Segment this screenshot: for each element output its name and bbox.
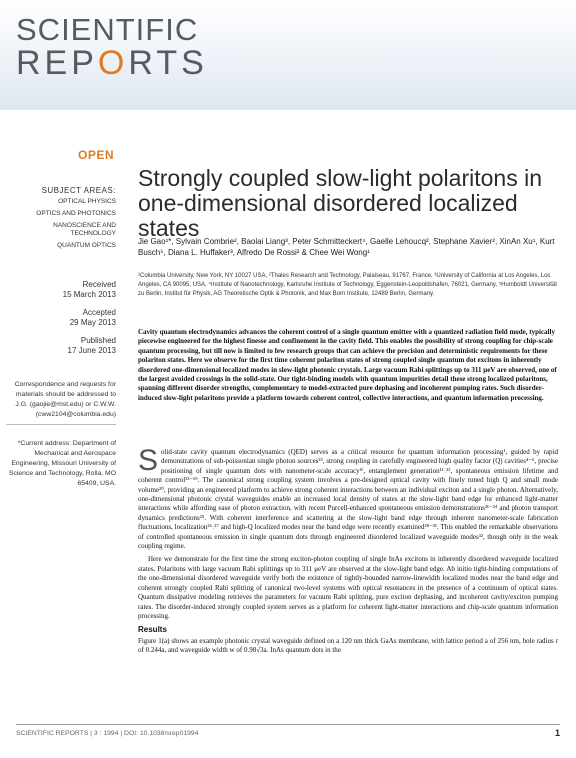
results-heading: Results bbox=[138, 625, 167, 635]
correspondence-text: Correspondence and requests for materials should be addressed to J.G. (gaojie@mst.edu) or C.W.W. (cww2104@columbia.edu) bbox=[6, 380, 116, 425]
affiliations: ¹Columbia University, New York, NY 10027 USA, ²Thales Research and Technology, Palaiseau, 91767, France, ³University of California at Los Angeles, Los Angeles, CA 90095, USA, ⁴Institute of Nanotechnology, Karlsruhe Institute of Technology, Eggenstein-Leopoldshafen, 76021, Germany, ⁵Humboldt Universität zu Berlin, Institut für Physik, AG Theoretische Optik & Photonik, and Max Born Institute, 12489 Berlin, Germany. bbox=[138, 273, 557, 297]
footer-citation: SCIENTIFIC REPORTS | 3 : 1994 | DOI: 10.1038/srep01994 bbox=[16, 730, 199, 737]
results-paragraph: Figure 1(a) shows an example photonic crystal waveguide defined on a 120 nm thick GaAs membrane, with lattice period a of 256 nm, hole radius r of 0.244a, and waveguide width w of 0.98√3a. InAs quantum dots in the bbox=[138, 636, 558, 655]
subject-area-link[interactable]: QUANTUM OPTICS bbox=[57, 242, 116, 249]
subject-area-link[interactable]: NANOSCIENCE AND TECHNOLOGY bbox=[53, 222, 116, 237]
body-paragraph: Here we demonstrate for the first time the strong exciton-photon coupling of single InAs excitons in inherently disordered waveguide localized states. Polaritons with large vacuum Rabi splittings up to 311 μeV are observed at the slow-light band edge. Ab initio tight-binding computations of the one-dimensional disordered waveguide verify both the existence of tightly-bounded narrow-linewidth localized modes near the band edge and coherent strongly coupled Rabi splitting of canonical two-level systems with optical resonances in the presence of a continuum of optical states. Quantum dissipative modeling retrieves the parameters for vacuum Rabi splitting, pure exciton dephasing, and incoherent cavity/exciton pumping rates. The disorder-induced strongly coupled system serves as a platform for coherent light-matter interactions and chip-scale quantum information processing. bbox=[138, 555, 558, 620]
author-list: Jie Gao¹*, Sylvain Combrie², Baolai Liang³, Peter Schmitteckert⁴, Gaelle Lehoucq², Stephane Xavier², XinAn Xu¹, Kurt Busch⁵, Diana L. Huffaker³, Alfredo De Rossi² & Chee Wei Wong¹ bbox=[138, 237, 555, 257]
abstract: Cavity quantum electrodynamics advances the coherent control of a single quantum emitter with a quantized radiation field mode, typically piecewise engineered for the highest finesse and confinement in the cavity field. This enables the possibility of strong coupling for chip-scale quantum processing, but till now is limited to few research groups that can achieve the precision and deterministic requirements for these polariton states. Here we observe for the first time coherent polariton states of strong coupled single quantum dot excitons in inherently disordered one-dimensional localized modes in slow-light photonic crystals. Large vacuum Rabi splittings up to 311 μeV are observed, one of the largest avoided crossings in the solid-state. Our tight-binding models with quantum impurities detail these strong localized polaritons, spanning different disorder strengths, complementary to model-extracted pure dephasing and incoherent pumping rates. Such disorder-induced slow-light polaritons provide a platform towards coherent control, collective interactions, and quantum information processing. bbox=[138, 328, 557, 402]
subject-area-link[interactable]: OPTICAL PHYSICS bbox=[58, 198, 116, 205]
received-date: 15 March 2013 bbox=[62, 290, 116, 299]
published-date: 17 June 2013 bbox=[67, 346, 116, 355]
published-label: Published bbox=[80, 336, 116, 345]
page-number: 1 bbox=[554, 728, 560, 738]
correspondence-note bbox=[6, 380, 116, 489]
current-address: *Current address: Department of Mechanical and Aerospace Engineering, Missouri University of Science and Technology, Rolla, MO 65409, USA. bbox=[8, 440, 116, 487]
received-label: Received bbox=[82, 280, 116, 289]
journal-logo-line2: REPORTS bbox=[16, 44, 208, 82]
subject-areas bbox=[6, 186, 116, 254]
subject-area-link[interactable]: OPTICS AND PHOTONICS bbox=[36, 210, 116, 217]
journal-logo-line1: SCIENTIFIC bbox=[16, 12, 199, 47]
intro-paragraph: Solid-state cavity quantum electrodynamics (QED) serves as a critical resource for quantum information processing¹, guided by rapid demonstrations of sub-poissonian single photon sources²³, strong coupling in carefully engineered high quality factor (Q) cavities⁴⁻⁶, precise positioning of single quantum dots with nanometer-scale accuracy⁶ⁱ, entanglement generation¹¹˒¹², spontaneous emission lifetime and coherent control¹³⁻¹⁹. The canonical strong coupling system involves a pre-designed optical cavity with finely tuned high Q and small mode volume²⁰, providing an engineered platform to achieve strong coherent interactions between an individual exciton and a single photon. Alternatively, one-dimensional photonic crystal waveguides enable an increased local density of states at the slow-light band edge for enhanced light-matter interactions while affording ease of photon extraction, with recent Purcell-enhanced spontaneous emission demonstrations²¹⁻²⁴ and photon transport dynamics predictions²⁵. With coherent interference and scattering at the slow-light band edge through inherent nanometer-scale fabrication fluctuations, localization²⁶˒²⁷ and high-Q localized modes near the band edge were recently examined²⁸⁻³¹. This enabled the remarkable observations of controlled spontaneous emission in single quantum dots through engineered disordered localized waveguide modes³², though only in the weak coupling regime. bbox=[138, 444, 558, 551]
accepted-date: 29 May 2013 bbox=[69, 318, 116, 327]
open-access-label: OPEN bbox=[78, 148, 115, 162]
footer-divider bbox=[16, 724, 560, 725]
article-title: Strongly coupled slow-light polaritons in one-dimensional disordered localized states bbox=[138, 165, 542, 241]
drop-cap: S bbox=[138, 444, 159, 477]
journal-masthead bbox=[0, 0, 576, 110]
subject-areas-heading: SUBJECT AREAS: bbox=[41, 186, 116, 195]
article-dates bbox=[6, 280, 116, 364]
article-body bbox=[138, 444, 558, 660]
accepted-label: Accepted bbox=[82, 308, 116, 317]
